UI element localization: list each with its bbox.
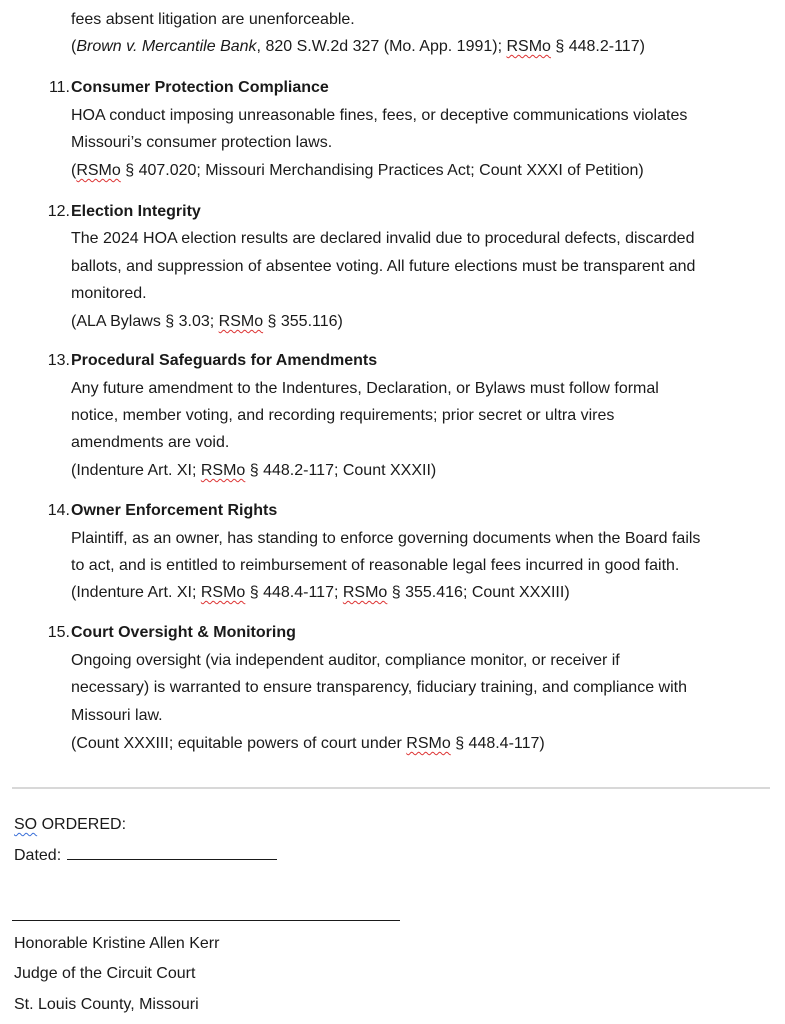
- so-ordered: SO ORDERED:: [14, 816, 127, 833]
- item-body-line: to act, and is entitled to reimbursement of reasonable legal fees incurred in good faith.: [71, 557, 680, 574]
- spellcheck-word: RSMo: [506, 38, 551, 55]
- item-number: 15.: [47, 624, 70, 641]
- item-title: Consumer Protection Compliance: [71, 79, 329, 96]
- item-number: 11.: [48, 79, 70, 96]
- item-body-line: necessary) is warranted to ensure transparency, fiduciary training, and compliance with: [71, 679, 687, 696]
- signature-line: [12, 920, 400, 921]
- item-citation: (RSMo § 407.020; Missouri Merchandising Practices Act; Count XXXI of Petition): [71, 162, 644, 179]
- item-body-line: Missouri’s consumer protection laws.: [71, 134, 333, 151]
- item-body-line: HOA conduct imposing unreasonable fines, fees, or deceptive communications violates: [71, 107, 688, 124]
- item-body-line: Missouri law.: [71, 707, 163, 724]
- date-blank: [67, 845, 277, 860]
- judge-title: Judge of the Circuit Court: [14, 965, 196, 982]
- item-number: 13.: [47, 352, 70, 369]
- spellcheck-word: RSMo: [342, 584, 388, 601]
- item-number: 14.: [47, 502, 70, 519]
- spellcheck-word: RSMo: [406, 735, 451, 752]
- case-name: Brown v. Mercantile Bank: [76, 38, 257, 55]
- judge-name: Honorable Kristine Allen Kerr: [14, 935, 220, 952]
- item-citation: (Count XXXIII; equitable powers of court under RSMo § 448.4-117): [71, 735, 545, 752]
- intro-citation: (Brown v. Mercantile Bank, 820 S.W.2d 327 (Mo. App. 1991); RSMo § 448.2-117): [71, 38, 645, 55]
- item-body-line: Plaintiff, as an owner, has standing to enforce governing documents when the Board fails: [71, 530, 701, 547]
- item-body-line: ballots, and suppression of absentee voting. All future elections must be transparent and: [71, 258, 696, 275]
- item-body-line: monitored.: [71, 285, 147, 302]
- dated-label: Dated:: [14, 847, 62, 864]
- item-title: Procedural Safeguards for Amendments: [71, 352, 378, 369]
- spellcheck-word: RSMo: [200, 584, 246, 601]
- item-body-line: amendments are void.: [71, 434, 230, 451]
- court-location: St. Louis County, Missouri: [14, 996, 199, 1013]
- dated-line: [14, 845, 277, 866]
- spellcheck-word: RSMo: [218, 313, 264, 330]
- item-citation: (Indenture Art. XI; RSMo § 448.4-117; RSMo § 355.416; Count XXXIII): [71, 584, 570, 601]
- item-body-line: Any future amendment to the Indentures, Declaration, or Bylaws must follow formal: [71, 380, 659, 397]
- item-number: 12.: [47, 203, 70, 220]
- item-citation: (Indenture Art. XI; RSMo § 448.2-117; Count XXXII): [71, 462, 437, 479]
- horizontal-divider: [12, 787, 770, 789]
- item-title: Election Integrity: [71, 203, 201, 220]
- item-body-line: Ongoing oversight (via independent auditor, compliance monitor, or receiver if: [71, 652, 620, 669]
- spellcheck-word: RSMo: [200, 462, 246, 479]
- item-body-line: The 2024 HOA election results are declared invalid due to procedural defects, discarded: [71, 230, 695, 247]
- item-title: Court Oversight & Monitoring: [71, 624, 296, 641]
- item-body-line: notice, member voting, and recording requirements; prior secret or ultra vires: [71, 407, 615, 424]
- intro-line: fees absent litigation are unenforceable.: [71, 11, 355, 28]
- item-citation: (ALA Bylaws § 3.03; RSMo § 355.116): [71, 313, 343, 330]
- spellcheck-word: SO: [14, 816, 38, 833]
- spellcheck-word: RSMo: [76, 162, 121, 179]
- item-title: Owner Enforcement Rights: [71, 502, 278, 519]
